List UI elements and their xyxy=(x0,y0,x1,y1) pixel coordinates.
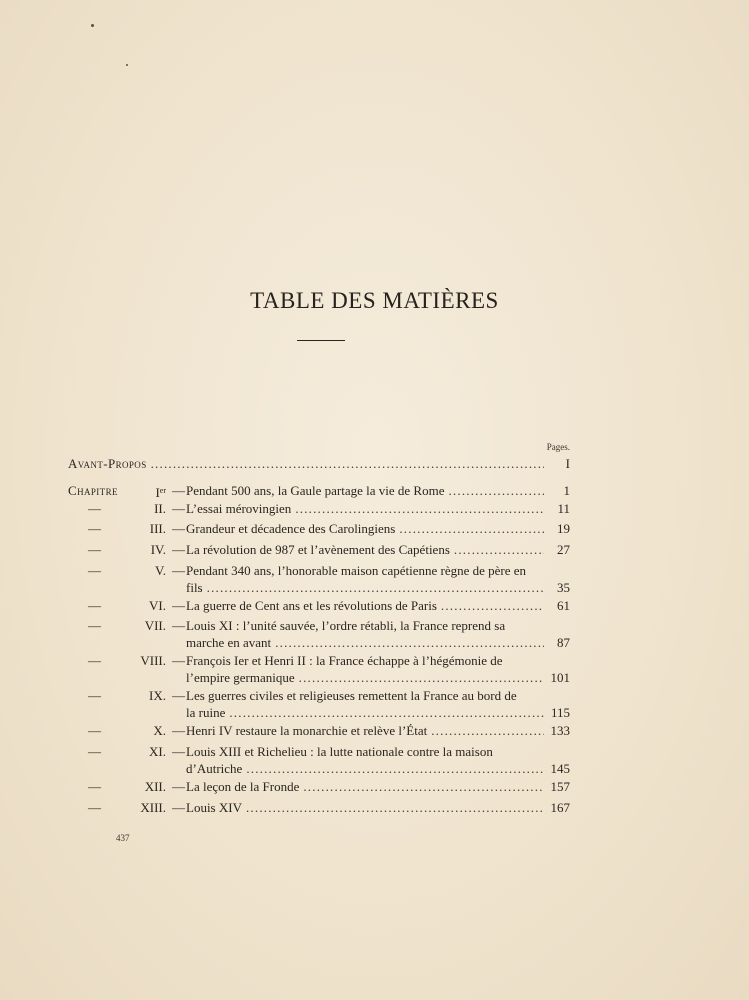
dot-leader xyxy=(303,778,544,795)
chapter-number-suffix: er xyxy=(159,486,166,495)
page-number: 115 xyxy=(550,705,570,720)
chapter-number: Ier xyxy=(155,485,166,500)
title-rule xyxy=(297,340,345,341)
em-dash: — xyxy=(172,618,185,633)
ditto-dash: — xyxy=(88,563,101,578)
page-number: 167 xyxy=(550,800,570,815)
chapter-number: X. xyxy=(153,723,166,738)
ditto-dash: — xyxy=(88,618,101,633)
chapter-title-line: d’Autriche xyxy=(186,761,243,776)
chapter-title xyxy=(186,799,570,816)
ink-speck xyxy=(126,64,128,66)
dot-leader xyxy=(229,704,544,721)
chapter-title xyxy=(186,778,570,795)
chapter-title xyxy=(186,597,570,614)
em-dash: — xyxy=(172,483,185,498)
ditto-dash: — xyxy=(88,688,101,703)
chapitre-label: Chapitre xyxy=(68,483,118,498)
ditto-dash: — xyxy=(88,800,101,815)
chapter-title-line: François Ier et Henri II : la France échappe à l’hégémonie de xyxy=(186,653,503,668)
em-dash: — xyxy=(172,653,185,668)
dot-leader xyxy=(299,669,544,686)
chapter-title xyxy=(186,500,570,517)
pages-column-header: Pages. xyxy=(546,442,570,452)
em-dash: — xyxy=(172,542,185,557)
folio-number: 437 xyxy=(116,833,130,843)
dot-leader xyxy=(431,722,544,739)
em-dash: — xyxy=(172,744,185,759)
chapter-title-line: Louis XIV xyxy=(186,800,242,815)
chapter-number: II. xyxy=(154,501,166,516)
em-dash: — xyxy=(172,800,185,815)
chapter-title-line: Pendant 500 ans, la Gaule partage la vie de Rome xyxy=(186,483,445,498)
ditto-dash: — xyxy=(88,521,101,536)
chapter-title-line: Louis XIII et Richelieu : la lutte nationale contre la maison xyxy=(186,744,493,759)
em-dash: — xyxy=(172,501,185,516)
page-number: 19 xyxy=(557,521,570,536)
chapter-title xyxy=(186,617,570,651)
page-number: 133 xyxy=(550,723,570,738)
dot-leader xyxy=(441,597,544,614)
chapter-title xyxy=(186,722,570,739)
em-dash: — xyxy=(172,598,185,613)
ditto-dash: — xyxy=(88,744,101,759)
chapter-title-line: Les guerres civiles et religieuses remettent la France au bord de xyxy=(186,688,517,703)
dot-leader xyxy=(295,500,544,517)
ditto-dash: — xyxy=(88,723,101,738)
chapter-number: XIII. xyxy=(140,800,166,815)
chapter-number: IV. xyxy=(150,542,166,557)
chapter-title xyxy=(186,743,570,777)
dot-leader xyxy=(275,634,544,651)
em-dash: — xyxy=(172,723,185,738)
dot-leader xyxy=(246,799,544,816)
chapter-title xyxy=(186,541,570,558)
page-number: 11 xyxy=(557,501,570,516)
chapter-number: VI. xyxy=(149,598,166,613)
chapter-number: III. xyxy=(149,521,166,536)
chapter-title-line: fils xyxy=(186,580,203,595)
dot-leader xyxy=(207,579,544,596)
page-number: 145 xyxy=(550,761,570,776)
ink-speck xyxy=(91,24,94,27)
chapter-title-line: L’essai mérovingien xyxy=(186,501,292,516)
chapter-number: XII. xyxy=(144,779,166,794)
chapter-title-line: l’empire germanique xyxy=(186,670,295,685)
chapter-title-line: Grandeur et décadence des Carolingiens xyxy=(186,521,396,536)
chapter-number: VII. xyxy=(144,618,166,633)
ditto-dash: — xyxy=(88,779,101,794)
page-number: 27 xyxy=(557,542,570,557)
page-number: I xyxy=(565,456,570,471)
ditto-dash: — xyxy=(88,598,101,613)
ditto-dash: — xyxy=(88,501,101,516)
chapter-title-line: marche en avant xyxy=(186,635,272,650)
page-number: 1 xyxy=(563,483,570,498)
page-number: 35 xyxy=(557,580,570,595)
chapter-title-line: Pendant 340 ans, l’honorable maison capétienne règne de père en xyxy=(186,563,527,578)
chapter-title xyxy=(186,687,570,721)
avant-propos-label: Avant-Propos xyxy=(68,456,147,471)
chapter-title-line: La guerre de Cent ans et les révolutions de Paris xyxy=(186,598,437,613)
chapter-title-line: Louis XI : l’unité sauvée, l’ordre rétabli, la France reprend sa xyxy=(186,618,506,633)
dot-leader xyxy=(448,482,544,499)
chapter-number: IX. xyxy=(149,688,166,703)
em-dash: — xyxy=(172,688,185,703)
ditto-dash: — xyxy=(88,542,101,557)
chapter-number: V. xyxy=(155,563,166,578)
chapter-title xyxy=(186,520,570,537)
dot-leader xyxy=(151,455,544,472)
chapter-title-line: la ruine xyxy=(186,705,226,720)
page-number: 101 xyxy=(550,670,570,685)
chapter-number: VIII. xyxy=(140,653,166,668)
ditto-dash: — xyxy=(88,653,101,668)
chapter-title-line: La révolution de 987 et l’avènement des Capétiens xyxy=(186,542,450,557)
chapter-title xyxy=(186,562,570,596)
chapter-title-line: La leçon de la Fronde xyxy=(186,779,300,794)
page-title: TABLE DES MATIÈRES xyxy=(250,288,499,313)
chapter-title-line: Henri IV restaure la monarchie et relève l’État xyxy=(186,723,428,738)
em-dash: — xyxy=(172,521,185,536)
page-number: 157 xyxy=(550,779,570,794)
em-dash: — xyxy=(172,563,185,578)
chapter-title xyxy=(186,652,570,686)
chapter-number: XI. xyxy=(149,744,166,759)
dot-leader xyxy=(399,520,544,537)
dot-leader xyxy=(454,541,544,558)
page-number: 87 xyxy=(557,635,570,650)
chapter-title xyxy=(186,482,570,499)
page-number: 61 xyxy=(557,598,570,613)
dot-leader xyxy=(246,760,544,777)
em-dash: — xyxy=(172,779,185,794)
